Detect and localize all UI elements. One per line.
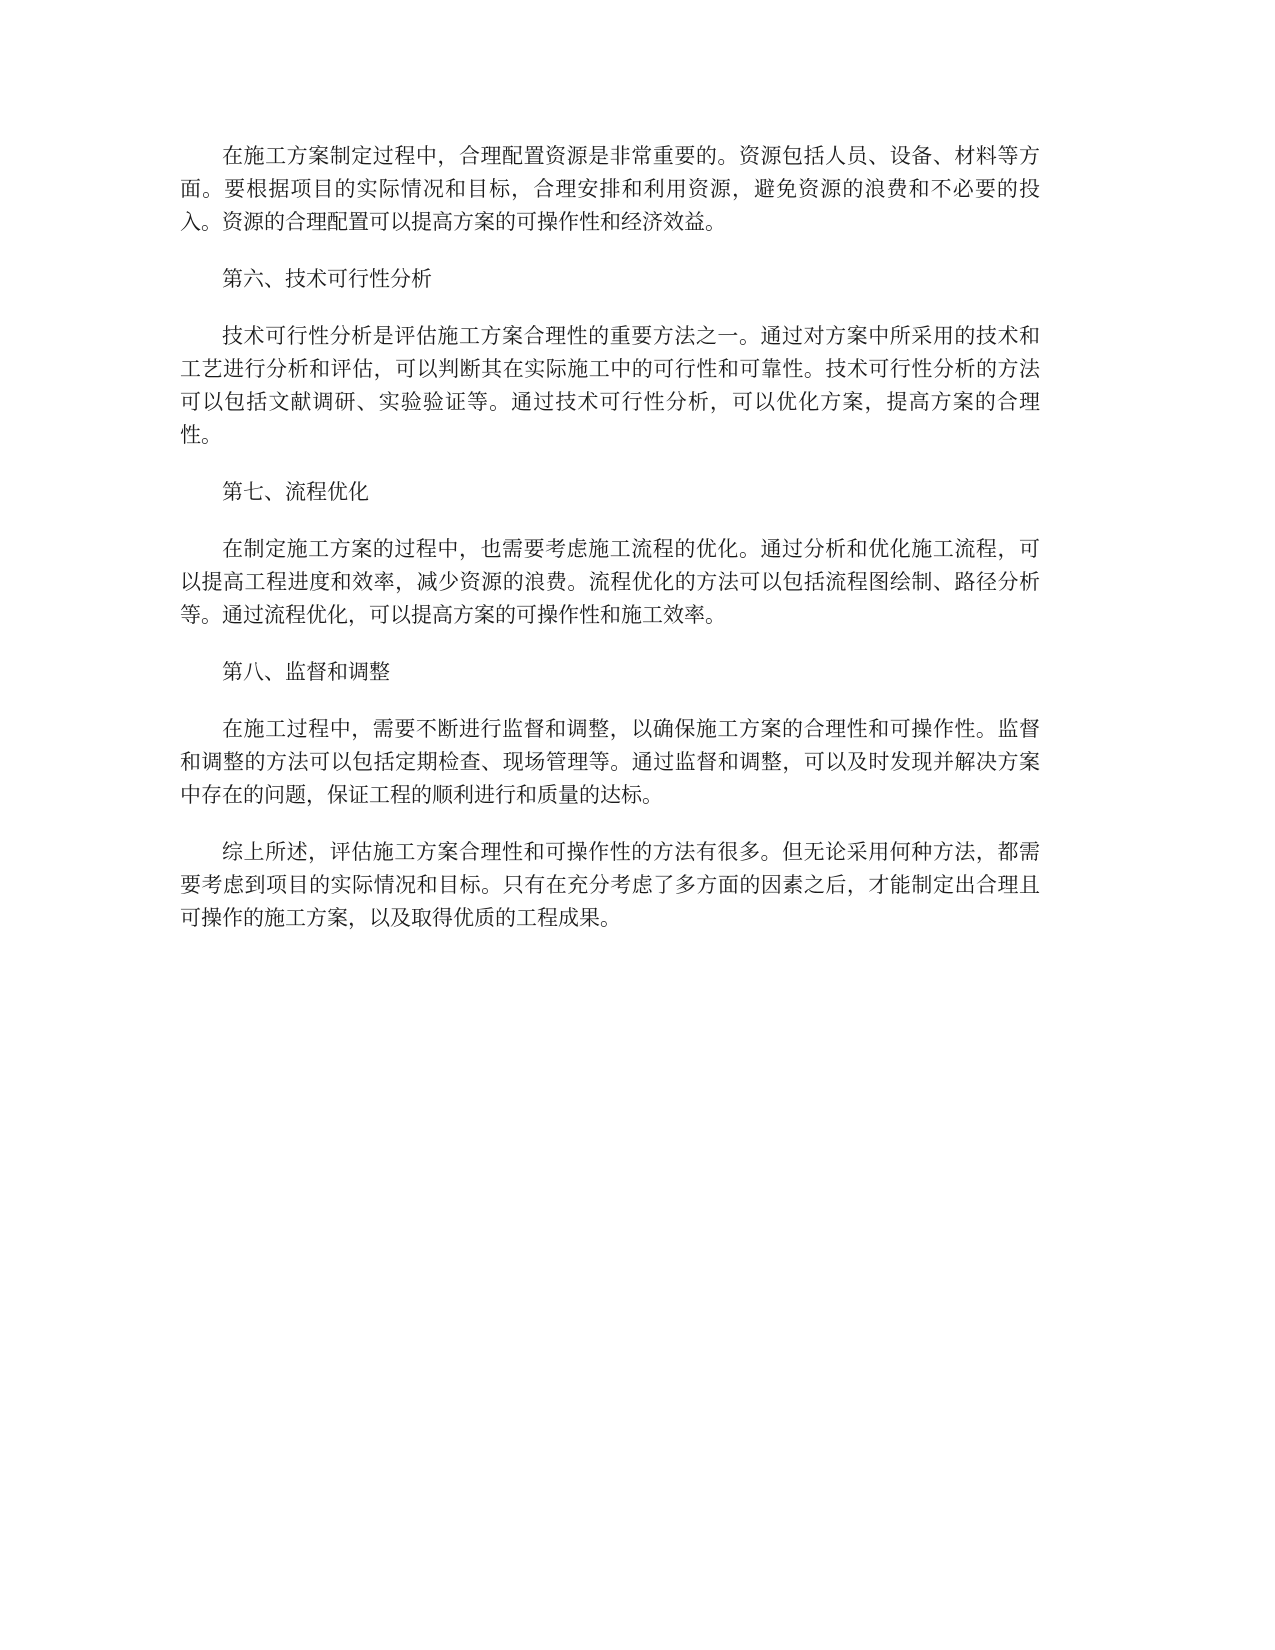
paragraph-technical-feasibility: 技术可行性分析是评估施工方案合理性的重要方法之一。通过对方案中所采用的技术和工艺进行分析和评估，可以判断其在实际施工中的可行性和可靠性。技术可行性分析的方法可以包括文献调研、实验验证等。通过技术可行性分析，可以优化方案，提高方案的合理性。 bbox=[180, 324, 1040, 447]
paragraph-conclusion: 综上所述，评估施工方案合理性和可操作性的方法有很多。但无论采用何种方法，都需要考虑到项目的实际情况和目标。只有在充分考虑了多方面的因素之后，才能制定出合理且可操作的施工方案，以及取得优质的工程成果。 bbox=[180, 840, 1040, 930]
section-heading-6: 第六、技术可行性分析 bbox=[222, 267, 432, 291]
paragraph-process-optimization: 在制定施工方案的过程中，也需要考虑施工流程的优化。通过分析和优化施工流程，可以提高工程进度和效率，减少资源的浪费。流程优化的方法可以包括流程图绘制、路径分析等。通过流程优化，可以提高方案的可操作性和施工效率。 bbox=[180, 537, 1040, 627]
section-heading-7: 第七、流程优化 bbox=[222, 480, 369, 504]
document-page bbox=[180, 140, 1040, 959]
paragraph-supervision-adjustment: 在施工过程中，需要不断进行监督和调整，以确保施工方案的合理性和可操作性。监督和调整的方法可以包括定期检查、现场管理等。通过监督和调整，可以及时发现并解决方案中存在的问题，保证工程的顺利进行和质量的达标。 bbox=[180, 717, 1040, 807]
section-heading-8: 第八、监督和调整 bbox=[222, 660, 390, 684]
paragraph-resource-allocation: 在施工方案制定过程中，合理配置资源是非常重要的。资源包括人员、设备、材料等方面。要根据项目的实际情况和目标，合理安排和利用资源，避免资源的浪费和不必要的投入。资源的合理配置可以提高方案的可操作性和经济效益。 bbox=[180, 144, 1040, 234]
